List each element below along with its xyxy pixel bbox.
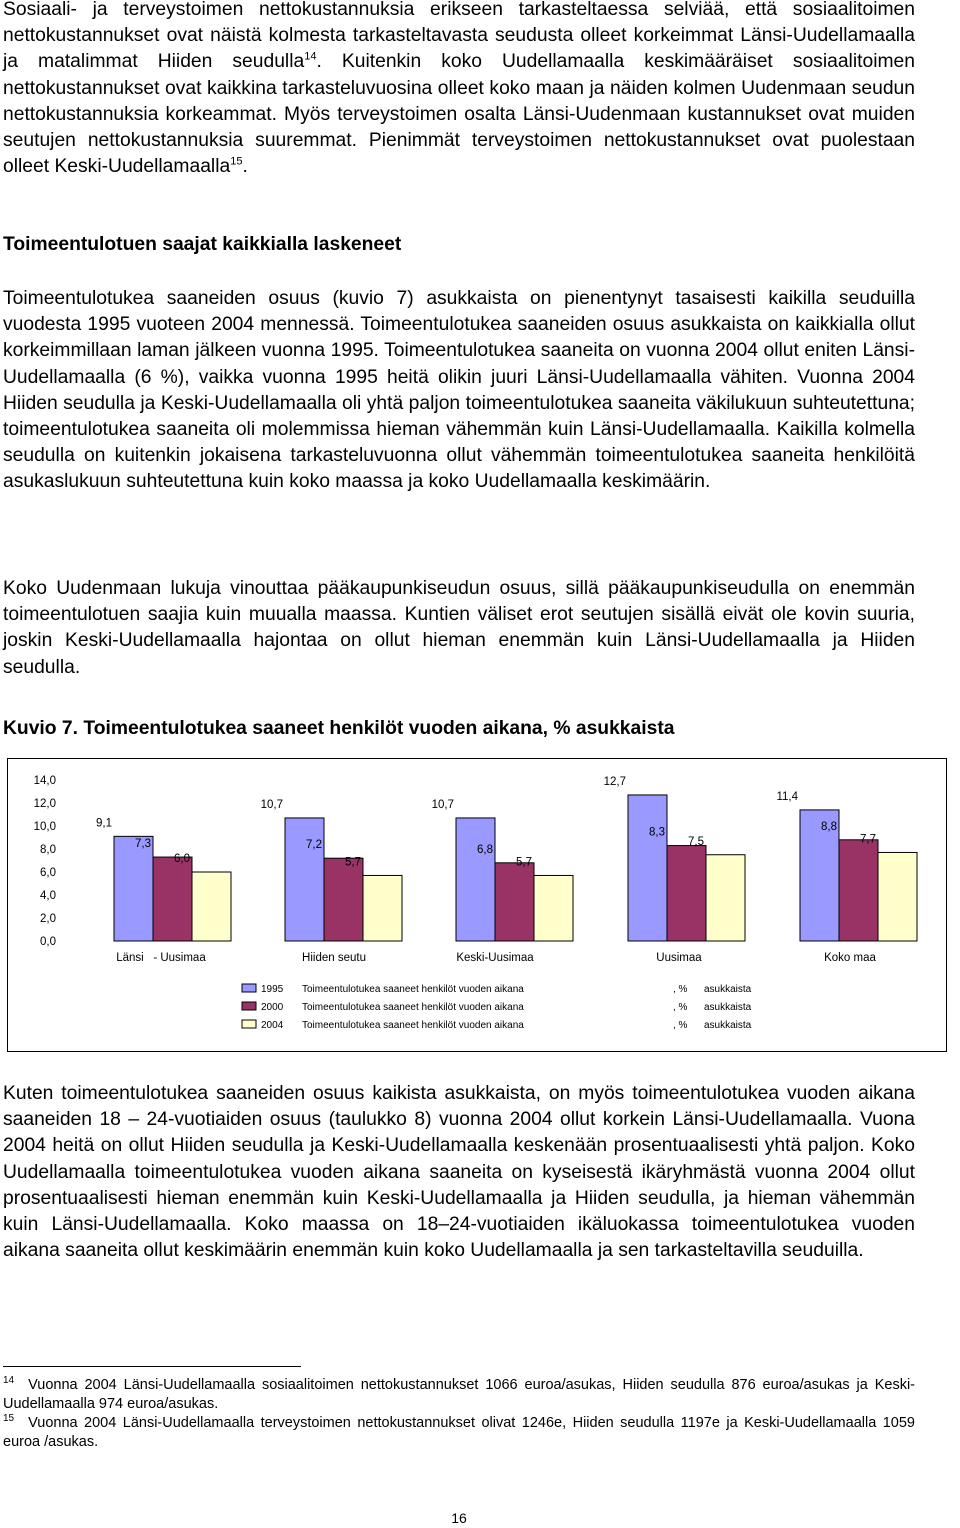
data-label: 11,4 <box>776 790 798 803</box>
paragraph-costs-text-2: . Kuitenkin koko Uudellamaalla keskimääräiset sosiaalitoimen nettokustannukset ovat kaikkina tarkasteluvuosina olleet koko maan ja näiden kolmen Uudenmaan seudun nettokustannuksia korkeammat. Myös terveystoimen osalta Länsi-Uudenmaan kustannukset ovat muiden seutujen nettokustannuksia suuremmat. Pienimmät terveystoimen nettokustannukset ovat puolestaan olleet Keski-Uudellamaalla <box>3 51 915 178</box>
legend-swatch-1995 <box>242 984 256 992</box>
bar-2004 <box>363 875 402 941</box>
bar-1995 <box>114 836 153 941</box>
figure-caption: Kuvio 7. Toimeentulotukea saaneet henkilöt vuoden aikana, % asukkaista <box>3 718 675 739</box>
y-tick-label: 8,0 <box>40 844 56 856</box>
y-tick-label: 10,0 <box>33 821 56 833</box>
bar-2000 <box>839 840 878 941</box>
legend-label: Toimeentulotukea saaneet henkilöt vuoden aikana <box>302 1020 524 1031</box>
data-label: 10,7 <box>260 798 283 811</box>
x-category-label: Keski-Uusimaa <box>456 952 534 964</box>
data-label: 10,7 <box>431 798 454 811</box>
bar-2000 <box>495 863 534 941</box>
x-category-label: Hiiden seutu <box>302 952 366 964</box>
footnote-text: Vuonna 2004 Länsi-Uudellamaalla sosiaalitoimen nettokustannukset 1066 euroa/asukas, Hiiden seudulla 876 euroa/asukas ja Keski-Uudellamaalla 974 euroa/asukas. <box>3 1377 915 1412</box>
footnote-14 <box>3 1376 915 1413</box>
y-tick-label: 0,0 <box>40 936 56 948</box>
paragraph-costs <box>3 0 915 180</box>
y-tick-label: 6,0 <box>40 867 56 879</box>
x-category-label: Koko maa <box>824 952 876 964</box>
x-category-label: Uusimaa <box>656 952 702 964</box>
page-number: 16 <box>451 1510 467 1526</box>
x-category-label: Länsi - Uusimaa <box>116 952 206 964</box>
footnote-number: 14 <box>3 1375 15 1387</box>
data-label: 12,7 <box>603 775 626 788</box>
legend-label: Toimeentulotukea saaneet henkilöt vuoden aikana <box>302 984 524 995</box>
bar-2004 <box>534 875 573 941</box>
legend-unit: , % <box>673 1002 688 1013</box>
data-label: 5,7 <box>516 856 532 869</box>
bar-2004 <box>192 872 231 941</box>
bar-1995 <box>285 818 324 941</box>
legend-year: 1995 <box>261 984 284 995</box>
paragraph-young-adults: Kuten toimeentulotukea saaneiden osuus kaikista asukkaista, on myös toimeentulotukea vuoden aikana saaneiden 18 – 24-vuotiaiden osuus (taulukko 8) vuonna 2004 ollut korkein Länsi-Uudellamaalla. Vuona 2004 heitä on ollut Hiiden seudulla ja Keski-Uudellamaalla keskenään prosentuaalisesti yhtä paljon. Koko Uudellamaalla toimeentulotukea vuoden aikana saaneita on kyseisestä ikäryhmästä vuonna 2004 ollut prosentuaalisesti hieman enemmän kuin Keski-Uudellamaalla ja Hiiden seudulla, ja hieman vähemmän kuin Länsi-Uudellamaalla. Koko maassa on 18–24-vuotiaiden ikäluokassa toimeentulotukea vuoden aikana saaneita ollut keskimäärin enemmän kuin koko Uudellamaalla ja sen tarkasteltavilla seuduilla. <box>3 1083 915 1262</box>
footnote-text: Vuonna 2004 Länsi-Uudellamaalla terveystoimen nettokustannukset olivat 1246e, Hiiden seudulla 1197e ja Keski-Uudellamaalla 1059 euroa /asukas. <box>3 1415 915 1450</box>
paragraph-income-support: Toimeentulotukea saaneiden osuus (kuvio 7) asukkaista on pienentynyt tasaisesti kaikilla seuduilla vuodesta 1995 vuoteen 2004 mennessä. Toimeentulotukea saaneiden osuus asukkaista on kaikkialla ollut korkeimmillaan laman jälkeen vuonna 1995. Toimeentulotukea saaneita on vuonna 2004 ollut eniten Länsi-Uudellamaalla (6 %), vaikka vuonna 1995 heitä olikin juuri Länsi-Uudellamaalla vähiten. Vuonna 2004 Hiiden seudulla ja Keski-Uudellamaalla oli yhtä paljon toimeentulotukea saaneita väkilukuun suhteutettuna; toimeentulotukea saaneita oli molemmissa hieman vähemmän kuin Länsi-Uudellamaalla. Kaikilla kolmella seudulla on kuitenkin jokaisena tarkasteluvuonna ollut vähemmän toimeentulotukea saaneita henkilöitä asukaslukuun suhteutettuna kuin koko maassa ja koko Uudellamaalla keskimäärin. <box>3 288 915 493</box>
footnote-ref-15[interactable]: 15 <box>230 155 243 168</box>
data-label: 5,7 <box>345 856 361 869</box>
bar-2000 <box>324 858 363 941</box>
footnote-number: 15 <box>3 1413 15 1425</box>
legend-swatch-2000 <box>242 1002 256 1010</box>
legend-unit-2: asukkaista <box>704 1020 752 1031</box>
data-label: 9,1 <box>96 817 112 830</box>
legend-unit-2: asukkaista <box>704 1002 752 1013</box>
y-tick-label: 14,0 <box>33 775 56 787</box>
footnote-ref-14[interactable]: 14 <box>304 50 317 63</box>
data-label: 7,7 <box>860 833 876 846</box>
bar-1995 <box>456 818 495 941</box>
data-label: 7,5 <box>688 835 704 848</box>
bar-chart <box>7 758 947 1052</box>
legend-unit: , % <box>673 984 688 995</box>
bar-2000 <box>153 857 192 941</box>
legend-year: 2000 <box>261 1002 284 1013</box>
data-label: 8,8 <box>821 820 837 833</box>
y-tick-label: 2,0 <box>40 913 56 925</box>
data-label: 6,8 <box>477 843 493 856</box>
bar-2000 <box>667 846 706 941</box>
data-label: 7,3 <box>135 838 151 851</box>
legend-label: Toimeentulotukea saaneet henkilöt vuoden aikana <box>302 1002 524 1013</box>
data-label: 8,3 <box>649 826 665 839</box>
bar-chart-svg <box>8 759 946 1051</box>
y-tick-label: 4,0 <box>40 890 56 902</box>
paragraph-costs-text-3: . <box>242 156 248 178</box>
bar-2004 <box>878 852 917 941</box>
data-label: 6,0 <box>174 853 190 865</box>
bar-2004 <box>706 855 745 941</box>
legend-unit: , % <box>673 1020 688 1031</box>
bar-1995 <box>628 795 667 941</box>
paragraph-costs-text: Sosiaali- ja terveystoimen nettokustannuksia erikseen tarkasteltaessa selviää, että sosiaalitoimen nettokustannukset ovat näistä kolmesta tarkasteltavasta seudusta olleet korkeimmat Länsi-Uudellamaalla ja matalimmat Hiiden seudulla <box>3 0 915 73</box>
data-label: 7,2 <box>306 839 322 852</box>
paragraph-capital-region: Koko Uudenmaan lukuja vinouttaa pääkaupunkiseudun osuus, sillä pääkaupunkiseudulla on enemmän toimeentulotuen saajia kuin muualla maassa. Kuntien väliset erot seutujen sisällä eivät ole kovin suuria, joskin Keski-Uudellamaalla hajontaa on ollut hieman enemmän kuin Länsi-Uudellamaalla ja Hiiden seudulla. <box>3 578 915 678</box>
y-tick-label: 12,0 <box>33 798 56 810</box>
footnote-15 <box>3 1414 915 1451</box>
footnote-divider <box>3 1366 301 1367</box>
legend-unit-2: asukkaista <box>704 984 752 995</box>
legend-swatch-2004 <box>242 1020 256 1028</box>
section-heading: Toimeentulotuen saajat kaikkialla laskeneet <box>3 234 402 255</box>
legend-year: 2004 <box>261 1020 284 1031</box>
